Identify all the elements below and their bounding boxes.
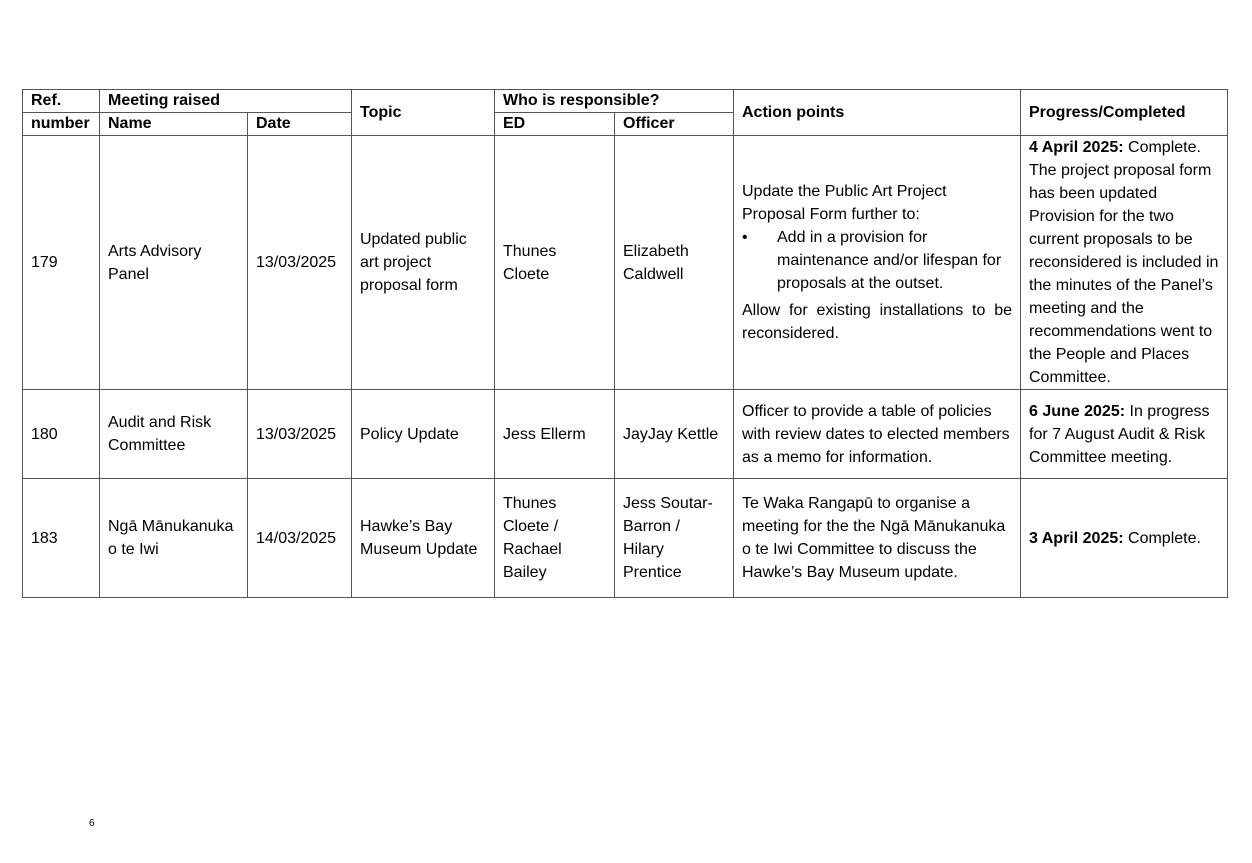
header-meeting-raised: Meeting raised [100,90,352,113]
cell-action: Te Waka Rangapū to organise a meeting for the the Ngā Mānukanuka o te Iwi Committee to discuss the Hawke’s Bay Museum update. [734,479,1021,598]
action-outro: Allow for existing installations to be reconsidered. [742,302,1012,342]
progress-date: 3 April 2025: [1029,529,1124,547]
header-who-responsible: Who is responsible? [495,90,734,113]
cell-date: 13/03/2025 [248,390,352,479]
table-row [23,479,1228,598]
page-number: 6 [89,818,95,829]
cell-officer: JayJay Kettle [615,390,734,479]
action-bullet-item: • Add in a provision for maintenance and/or lifespan for proposals at the outset. [742,226,1012,295]
progress-date: 6 June 2025: [1029,402,1126,420]
cell-progress [1021,136,1228,390]
cell-ref: 179 [23,136,100,390]
cell-officer: Jess Soutar-Barron / Hilary Prentice [615,479,734,598]
cell-ref: 183 [23,479,100,598]
table-header [23,90,1228,136]
cell-name: Arts Advisory Panel [100,136,248,390]
cell-date: 14/03/2025 [248,479,352,598]
header-progress: Progress/Completed [1021,90,1228,136]
cell-topic: Hawke’s Bay Museum Update [352,479,495,598]
header-topic: Topic [352,90,495,136]
cell-topic: Updated public art project proposal form [352,136,495,390]
progress-text: Complete. [1123,529,1201,547]
progress-text: In progress for 7 August Audit & Risk Committee meeting. [1029,402,1210,466]
header-ref-number-top: Ref. [23,90,100,113]
cell-name: Audit and Risk Committee [100,390,248,479]
cell-ref: 180 [23,390,100,479]
action-bullet-list [742,226,1012,295]
cell-officer: Elizabeth Caldwell [615,136,734,390]
header-officer: Officer [615,113,734,136]
cell-ed: Thunes Cloete / Rachael Bailey [495,479,615,598]
table-body [23,136,1228,598]
cell-action: Officer to provide a table of policies with review dates to elected members as a memo for information. [734,390,1021,479]
progress-date: 4 April 2025: [1029,139,1124,156]
cell-topic: Policy Update [352,390,495,479]
cell-ed: Jess Ellerm [495,390,615,479]
table-row [23,390,1228,479]
cell-name: Ngā Mānukanuka o te Iwi [100,479,248,598]
table-row [23,136,1228,390]
action-points-table [22,89,1228,598]
cell-action [734,136,1021,390]
action-intro: Update the Public Art Project Proposal Form further to: [742,183,947,223]
cell-progress [1021,479,1228,598]
progress-text: Complete. The project proposal form has been updated Provision for the two current proposals to be reconsidered is included in the minutes of the Panel’s meeting and the recommendations went to the People and Places Committee. [1029,139,1219,386]
header-ed: ED [495,113,615,136]
header-date: Date [248,113,352,136]
cell-ed: Thunes Cloete [495,136,615,390]
header-ref-number-bottom: number [23,113,100,136]
header-action-points: Action points [734,90,1021,136]
cell-progress [1021,390,1228,479]
header-row-top [23,90,1228,113]
header-name: Name [100,113,248,136]
cell-date: 13/03/2025 [248,136,352,390]
